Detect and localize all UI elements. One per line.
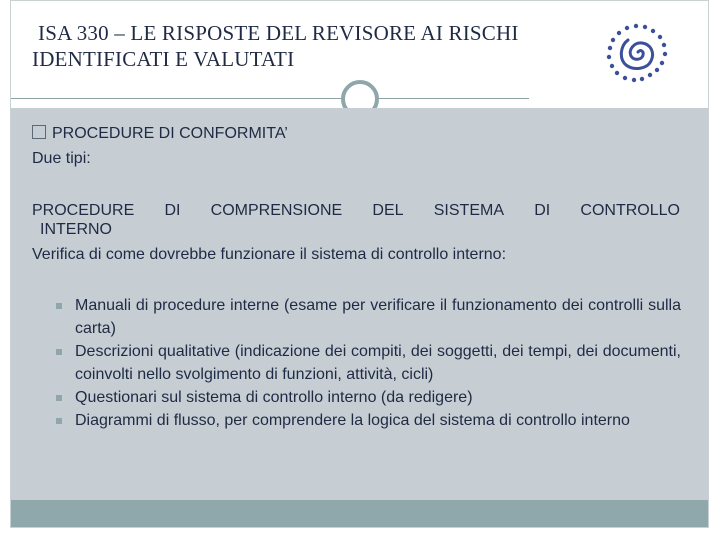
footer-bar — [11, 500, 708, 527]
bullet-square-icon — [56, 395, 62, 401]
section-title-word: SISTEMA — [433, 202, 504, 219]
heading-label: PROCEDURE DI CONFORMITA’ — [52, 125, 288, 142]
subheading: Due tipi: — [32, 150, 91, 167]
slide-title — [32, 20, 592, 72]
section-title-line-2: INTERNO — [40, 221, 112, 238]
section-title-word: COMPRENSIONE — [210, 202, 343, 219]
section-title — [32, 201, 680, 239]
list-item: Diagrammi di flusso, per comprendere la logica del sistema di controllo interno — [56, 409, 681, 432]
bullet-square-icon — [56, 349, 62, 355]
title-line-1: ISA 330 – LE RISPOSTE DEL REVISORE AI RISCHI — [38, 21, 519, 45]
bullet-list — [56, 294, 681, 432]
list-item: Questionari sul sistema di controllo interno (da redigere) — [56, 386, 681, 409]
checkbox-icon — [32, 125, 46, 139]
list-item: Manuali di procedure interne (esame per verificare il funzionamento dei controlli sulla carta) — [56, 294, 681, 340]
section-title-word: DEL — [372, 202, 404, 219]
bullet-square-icon — [56, 303, 62, 309]
verify-text: Verifica di come dovrebbe funzionare il sistema di controllo interno: — [32, 246, 507, 263]
list-item: Descrizioni qualitative (indicazione dei compiti, dei soggetti, dei tempi, dei documenti, coinvolti nello svolgimento di funzioni, attività, cicli) — [56, 340, 681, 386]
section-title-word: DI — [534, 202, 551, 219]
title-divider-right — [379, 98, 529, 99]
section-title-word: PROCEDURE — [32, 202, 135, 219]
section-title-word: DI — [164, 202, 181, 219]
spiral-dots-icon — [598, 22, 678, 84]
section-title-word: CONTROLLO — [580, 202, 680, 219]
title-line-2: IDENTIFICATI E VALUTATI — [32, 47, 295, 71]
title-divider-left — [11, 98, 341, 99]
bullet-square-icon — [56, 418, 62, 424]
section-heading — [32, 125, 288, 143]
